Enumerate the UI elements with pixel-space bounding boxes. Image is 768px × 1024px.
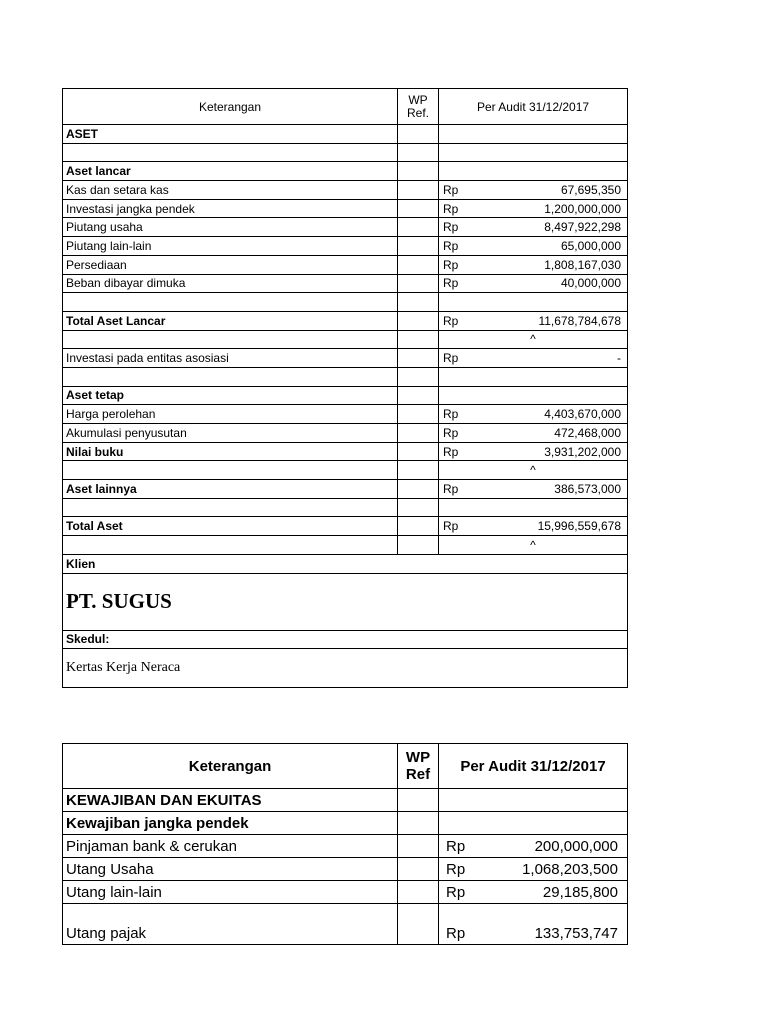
row-label xyxy=(63,536,398,555)
currency-label: Rp xyxy=(443,351,459,366)
table-row xyxy=(63,442,628,461)
row-label: Kas dan setara kas xyxy=(63,181,398,200)
currency-label: Rp xyxy=(446,925,466,942)
table-row xyxy=(63,858,628,881)
currency-label: Rp xyxy=(446,860,466,878)
currency-label: Rp xyxy=(443,519,459,534)
tick-mark: ^ xyxy=(530,332,536,347)
table-row xyxy=(63,424,628,443)
table-row xyxy=(63,181,628,200)
row-amount-cell xyxy=(439,181,628,200)
table-row xyxy=(63,835,628,858)
table-row xyxy=(63,480,628,499)
row-wp-ref xyxy=(398,349,439,368)
row-wp-ref xyxy=(398,274,439,293)
header-wp-line1: WP xyxy=(408,92,428,107)
row-label xyxy=(63,461,398,480)
row-label: Nilai buku xyxy=(63,442,398,461)
row-amount-cell xyxy=(439,349,628,368)
row-amount-cell xyxy=(439,904,628,945)
table-row xyxy=(63,162,628,181)
row-amount-cell xyxy=(439,125,628,144)
row-amount-cell xyxy=(439,386,628,405)
header-wp-ref xyxy=(398,89,439,125)
amount-value: 1,200,000,000 xyxy=(544,201,621,216)
amount-value: 65,000,000 xyxy=(560,238,621,253)
row-label: Total Aset xyxy=(63,517,398,536)
row-label xyxy=(63,498,398,517)
table-row xyxy=(63,517,628,536)
table-row xyxy=(63,367,628,386)
header-per-audit: Per Audit 31/12/2017 xyxy=(439,89,628,125)
row-wp-ref xyxy=(398,218,439,237)
row-label: Aset lainnya xyxy=(63,480,398,499)
row-wp-ref xyxy=(398,143,439,162)
currency-label: Rp xyxy=(443,182,459,197)
table-row xyxy=(63,461,628,480)
row-wp-ref xyxy=(398,858,439,881)
client-name: PT. SUGUS xyxy=(66,589,172,613)
header-keterangan: Keterangan xyxy=(63,89,398,125)
currency-label: Rp xyxy=(443,201,459,216)
row-amount-cell xyxy=(439,424,628,443)
row-label: Utang pajak xyxy=(63,904,398,945)
client-label: Klien xyxy=(63,554,628,573)
amount-value: 4,403,670,000 xyxy=(544,407,621,422)
amount-value: 472,468,000 xyxy=(554,425,621,440)
currency-label: Rp xyxy=(443,276,459,291)
amount-value: 1,808,167,030 xyxy=(544,257,621,272)
row-wp-ref xyxy=(398,835,439,858)
row-label xyxy=(63,293,398,312)
row-label xyxy=(63,143,398,162)
row-amount-cell xyxy=(439,442,628,461)
table-row xyxy=(63,386,628,405)
table-row xyxy=(63,237,628,256)
row-amount-cell xyxy=(439,536,628,555)
row-label: ASET xyxy=(63,125,398,144)
row-wp-ref xyxy=(398,424,439,443)
row-wp-ref xyxy=(398,162,439,181)
row-wp-ref xyxy=(398,881,439,904)
currency-label: Rp xyxy=(443,220,459,235)
liability-worksheet-table xyxy=(62,743,628,945)
currency-label: Rp xyxy=(443,425,459,440)
table-row xyxy=(63,218,628,237)
table-row xyxy=(63,349,628,368)
row-label: Piutang usaha xyxy=(63,218,398,237)
row-amount-cell xyxy=(439,461,628,480)
table-row xyxy=(63,293,628,312)
row-wp-ref xyxy=(398,812,439,835)
row-wp-ref xyxy=(398,237,439,256)
row-amount-cell xyxy=(439,274,628,293)
table-row xyxy=(63,274,628,293)
row-wp-ref xyxy=(398,181,439,200)
amount-value: 40,000,000 xyxy=(560,276,621,291)
row-amount-cell xyxy=(439,218,628,237)
row-label: Harga perolehan xyxy=(63,405,398,424)
row-wp-ref xyxy=(398,125,439,144)
currency-label: Rp xyxy=(446,837,466,855)
table-row xyxy=(63,904,628,945)
row-label: Beban dibayar dimuka xyxy=(63,274,398,293)
header-keterangan: Keterangan xyxy=(63,744,398,789)
row-wp-ref xyxy=(398,480,439,499)
row-amount-cell xyxy=(439,812,628,835)
row-label xyxy=(63,330,398,349)
client-name-cell xyxy=(63,573,628,630)
row-label xyxy=(63,367,398,386)
tick-mark: ^ xyxy=(530,537,536,552)
row-wp-ref xyxy=(398,789,439,812)
schedule-label: Skedul: xyxy=(63,630,628,649)
row-wp-ref xyxy=(398,199,439,218)
amount-value: 1,068,203,500 xyxy=(522,860,618,878)
row-amount-cell xyxy=(439,480,628,499)
row-wp-ref xyxy=(398,517,439,536)
row-wp-ref xyxy=(398,405,439,424)
row-label: Utang lain-lain xyxy=(63,881,398,904)
row-label: Persediaan xyxy=(63,255,398,274)
asset-worksheet-table xyxy=(62,88,628,688)
row-wp-ref xyxy=(398,311,439,330)
table-row xyxy=(63,812,628,835)
row-amount-cell xyxy=(439,293,628,312)
row-wp-ref xyxy=(398,461,439,480)
row-amount-cell xyxy=(439,517,628,536)
row-amount-cell xyxy=(439,143,628,162)
row-label: Total Aset Lancar xyxy=(63,311,398,330)
amount-value: 67,695,350 xyxy=(560,182,621,197)
currency-label: Rp xyxy=(443,444,459,459)
row-amount-cell xyxy=(439,835,628,858)
currency-label: Rp xyxy=(446,883,466,901)
table-row xyxy=(63,536,628,555)
row-amount-cell xyxy=(439,498,628,517)
amount-value: 8,497,922,298 xyxy=(544,220,621,235)
currency-label: Rp xyxy=(443,407,459,422)
table-row xyxy=(63,881,628,904)
schedule-value-cell xyxy=(63,649,628,688)
row-label: Akumulasi penyusutan xyxy=(63,424,398,443)
row-wp-ref xyxy=(398,536,439,555)
row-wp-ref xyxy=(398,293,439,312)
table-row xyxy=(63,498,628,517)
row-wp-ref xyxy=(398,442,439,461)
amount-value: 133,753,747 xyxy=(534,925,618,942)
table-row xyxy=(63,125,628,144)
row-amount-cell xyxy=(439,255,628,274)
header-wp-line2: Ref. xyxy=(406,105,429,120)
table-row xyxy=(63,199,628,218)
row-amount-cell xyxy=(439,881,628,904)
row-amount-cell xyxy=(439,858,628,881)
row-label: Kewajiban jangka pendek xyxy=(63,812,398,835)
currency-label: Rp xyxy=(443,313,459,328)
header-wp-line1: WP xyxy=(405,749,431,766)
table-header-row xyxy=(63,89,628,125)
amount-value: 200,000,000 xyxy=(534,837,618,855)
table-row xyxy=(63,789,628,812)
row-wp-ref xyxy=(398,904,439,945)
row-amount-cell xyxy=(439,311,628,330)
currency-label: Rp xyxy=(443,238,459,253)
table-row xyxy=(63,405,628,424)
amount-value: - xyxy=(617,351,621,366)
header-per-audit: Per Audit 31/12/2017 xyxy=(439,744,628,789)
table-row xyxy=(63,143,628,162)
table-row xyxy=(63,255,628,274)
row-wp-ref xyxy=(398,255,439,274)
row-label: Aset tetap xyxy=(63,386,398,405)
row-amount-cell xyxy=(439,199,628,218)
row-label: Aset lancar xyxy=(63,162,398,181)
amount-value: 386,573,000 xyxy=(554,481,621,496)
tick-mark: ^ xyxy=(530,463,536,478)
row-amount-cell xyxy=(439,162,628,181)
amount-value: 15,996,559,678 xyxy=(537,519,621,534)
table-header-row xyxy=(63,744,628,789)
amount-value: 29,185,800 xyxy=(542,883,618,901)
row-wp-ref xyxy=(398,330,439,349)
row-label: Investasi jangka pendek xyxy=(63,199,398,218)
header-wp-line2: Ref xyxy=(405,766,431,783)
row-label: Investasi pada entitas asosiasi xyxy=(63,349,398,368)
row-label: Pinjaman bank & cerukan xyxy=(63,835,398,858)
row-label: Utang Usaha xyxy=(63,858,398,881)
currency-label: Rp xyxy=(443,481,459,496)
table-row xyxy=(63,330,628,349)
row-label: KEWAJIBAN DAN EKUITAS xyxy=(63,789,398,812)
row-amount-cell xyxy=(439,367,628,386)
header-wp-ref xyxy=(398,744,439,789)
row-amount-cell xyxy=(439,789,628,812)
amount-value: 3,931,202,000 xyxy=(544,444,621,459)
table-row xyxy=(63,311,628,330)
row-amount-cell xyxy=(439,405,628,424)
row-label: Piutang lain-lain xyxy=(63,237,398,256)
row-amount-cell xyxy=(439,330,628,349)
row-wp-ref xyxy=(398,386,439,405)
schedule-value: Kertas Kerja Neraca xyxy=(66,660,181,676)
currency-label: Rp xyxy=(443,257,459,272)
amount-value: 11,678,784,678 xyxy=(538,313,621,328)
row-wp-ref xyxy=(398,498,439,517)
row-amount-cell xyxy=(439,237,628,256)
row-wp-ref xyxy=(398,367,439,386)
